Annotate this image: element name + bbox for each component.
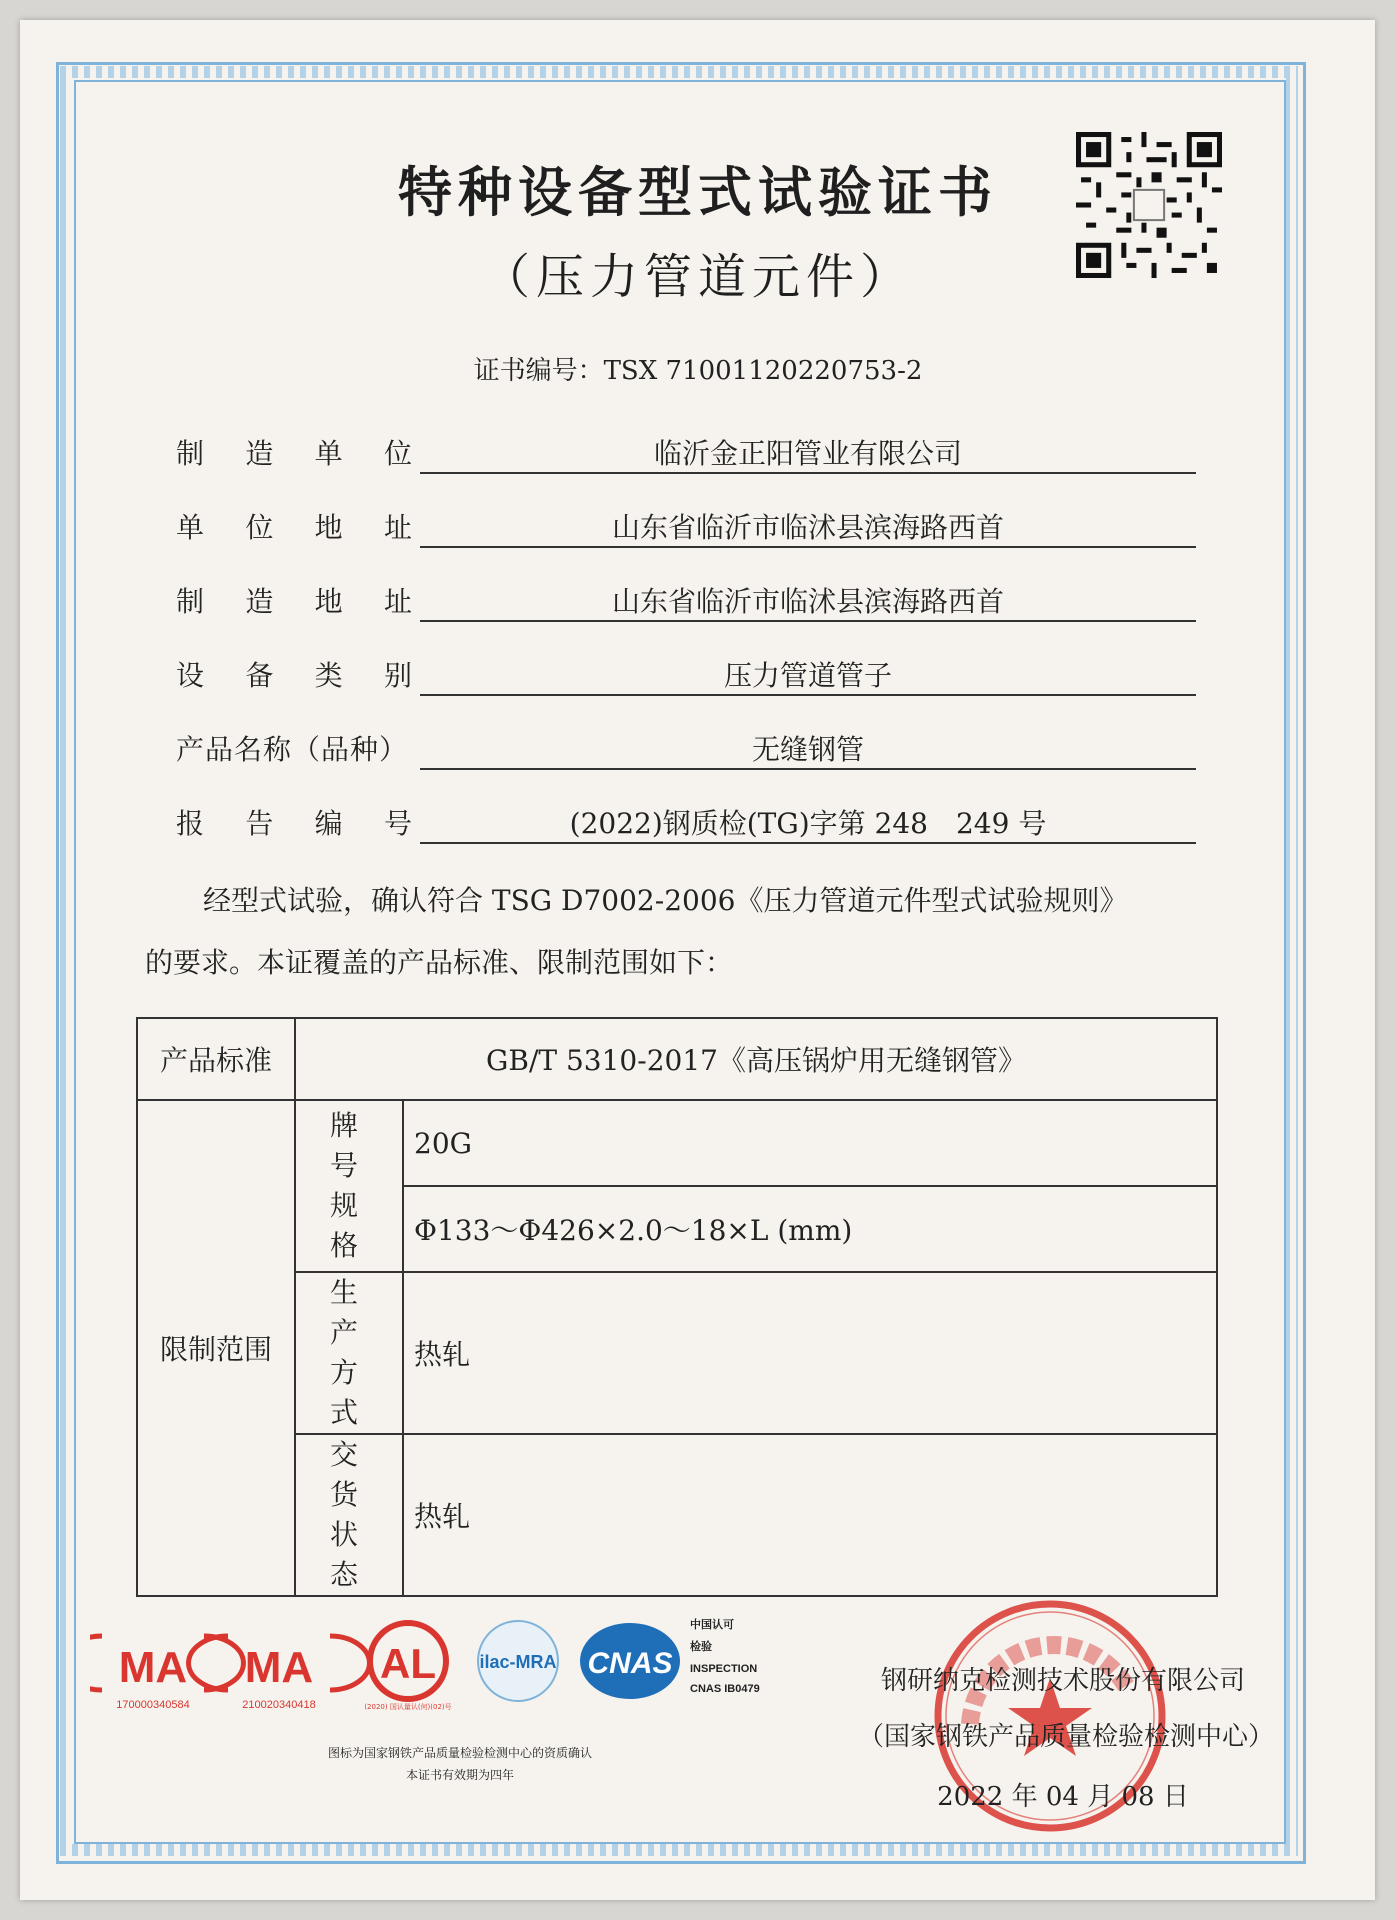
scope-table [136, 1017, 1218, 1597]
table-row [137, 1100, 1217, 1186]
table-row [137, 1272, 1217, 1434]
field-label-product-name: 产品名称（品种） [176, 733, 409, 766]
grade-spec-label-cell: 牌 号 规 格 [295, 1100, 403, 1272]
issuer-org-name: 钢研纳克检测技术股份有限公司 [880, 1666, 1245, 1696]
cma-logo-2-text: MA [244, 1643, 314, 1692]
certificate-title: 特种设备型式试验证书 [398, 160, 998, 224]
cnas-side-line-2: 检验 [690, 1640, 712, 1653]
accreditation-logos [90, 1606, 830, 1716]
field-value-company-address: 山东省临沂市临沭县滨海路西首 [420, 506, 1196, 548]
cnas-logo-text: CNAS [587, 1647, 673, 1680]
field-value-product-name: 无缝钢管 [420, 728, 1196, 770]
logo-note-line-1: 图标为国家钢铁产品质量检验检测中心的资质确认 [327, 1746, 592, 1760]
production-method-label-cell: 生 产 方 式 [295, 1272, 403, 1434]
cnas-side-line-4: CNAS IB0479 [690, 1683, 760, 1695]
field-value-equipment-category: 压力管道管子 [420, 654, 1196, 696]
table-row [137, 1018, 1217, 1100]
field-label-equipment-category: 设 备 类 别 [176, 659, 412, 692]
field-value-report-number: (2022)钢质检(TG)字第 248 249 号 [420, 802, 1196, 844]
cma-logo-1-number: 170000340584 [116, 1699, 190, 1711]
field-value-manufacturer: 临沂金正阳管业有限公司 [420, 432, 1196, 474]
limit-label-cell: 限制范围 [137, 1100, 295, 1596]
certificate-number-value: TSX 71001120220753-2 [603, 356, 923, 386]
ilac-mra-text: ilac-MRA [479, 1652, 557, 1672]
issuer-org-sub: （国家钢铁产品质量检验检测中心） [858, 1722, 1275, 1752]
cma-logo-1-text: MA [118, 1643, 188, 1692]
standard-value-cell: GB/T 5310-2017《高压锅炉用无缝钢管》 [295, 1018, 1217, 1100]
table-row [137, 1434, 1217, 1596]
certificate-number-label: 证书编号： [473, 356, 604, 386]
spec-value-cell: Φ133～Φ426×2.0～18×L (mm) [403, 1186, 1217, 1272]
field-label-report-number: 报 告 编 号 [176, 807, 412, 840]
certificate-number [0, 350, 1396, 387]
cal-logo-number: (2020) 国认量认(何)(02)号 [364, 1703, 452, 1711]
field-label-manufacturing-address: 制 造 地 址 [176, 585, 412, 618]
field-label-manufacturer: 制 造 单 位 [176, 437, 412, 470]
cma-logo-2-number: 210020340418 [242, 1699, 316, 1711]
production-method-value-cell: 热轧 [403, 1272, 1217, 1434]
certificate-subtitle: （压力管道元件） [481, 249, 914, 305]
statement-line-2: 的要求。本证覆盖的产品标准、限制范围如下： [145, 946, 734, 979]
qr-code-icon[interactable] [1076, 132, 1222, 278]
issue-date: 2022 年 04 月 08 日 [937, 1782, 1189, 1812]
standard-label-cell: 产品标准 [137, 1018, 295, 1100]
cnas-side-line-1: 中国认可 [690, 1618, 734, 1631]
cal-logo-text: AL [380, 1640, 436, 1687]
logo-note-line-2: 本证书有效期为四年 [405, 1768, 514, 1782]
cnas-side-line-3: INSPECTION [690, 1663, 758, 1675]
grade-value-cell: 20G [403, 1100, 1217, 1186]
field-value-manufacturing-address: 山东省临沂市临沭县滨海路西首 [420, 580, 1196, 622]
statement-paragraph [145, 870, 1205, 994]
delivery-condition-label-cell: 交 货 状 态 [295, 1434, 403, 1596]
statement-line-1: 经型式试验，确认符合 TSG D7002-2006《压力管道元件型式试验规则》 [203, 884, 1128, 917]
delivery-condition-value-cell: 热轧 [403, 1434, 1217, 1596]
field-label-company-address: 单 位 地 址 [176, 511, 412, 544]
